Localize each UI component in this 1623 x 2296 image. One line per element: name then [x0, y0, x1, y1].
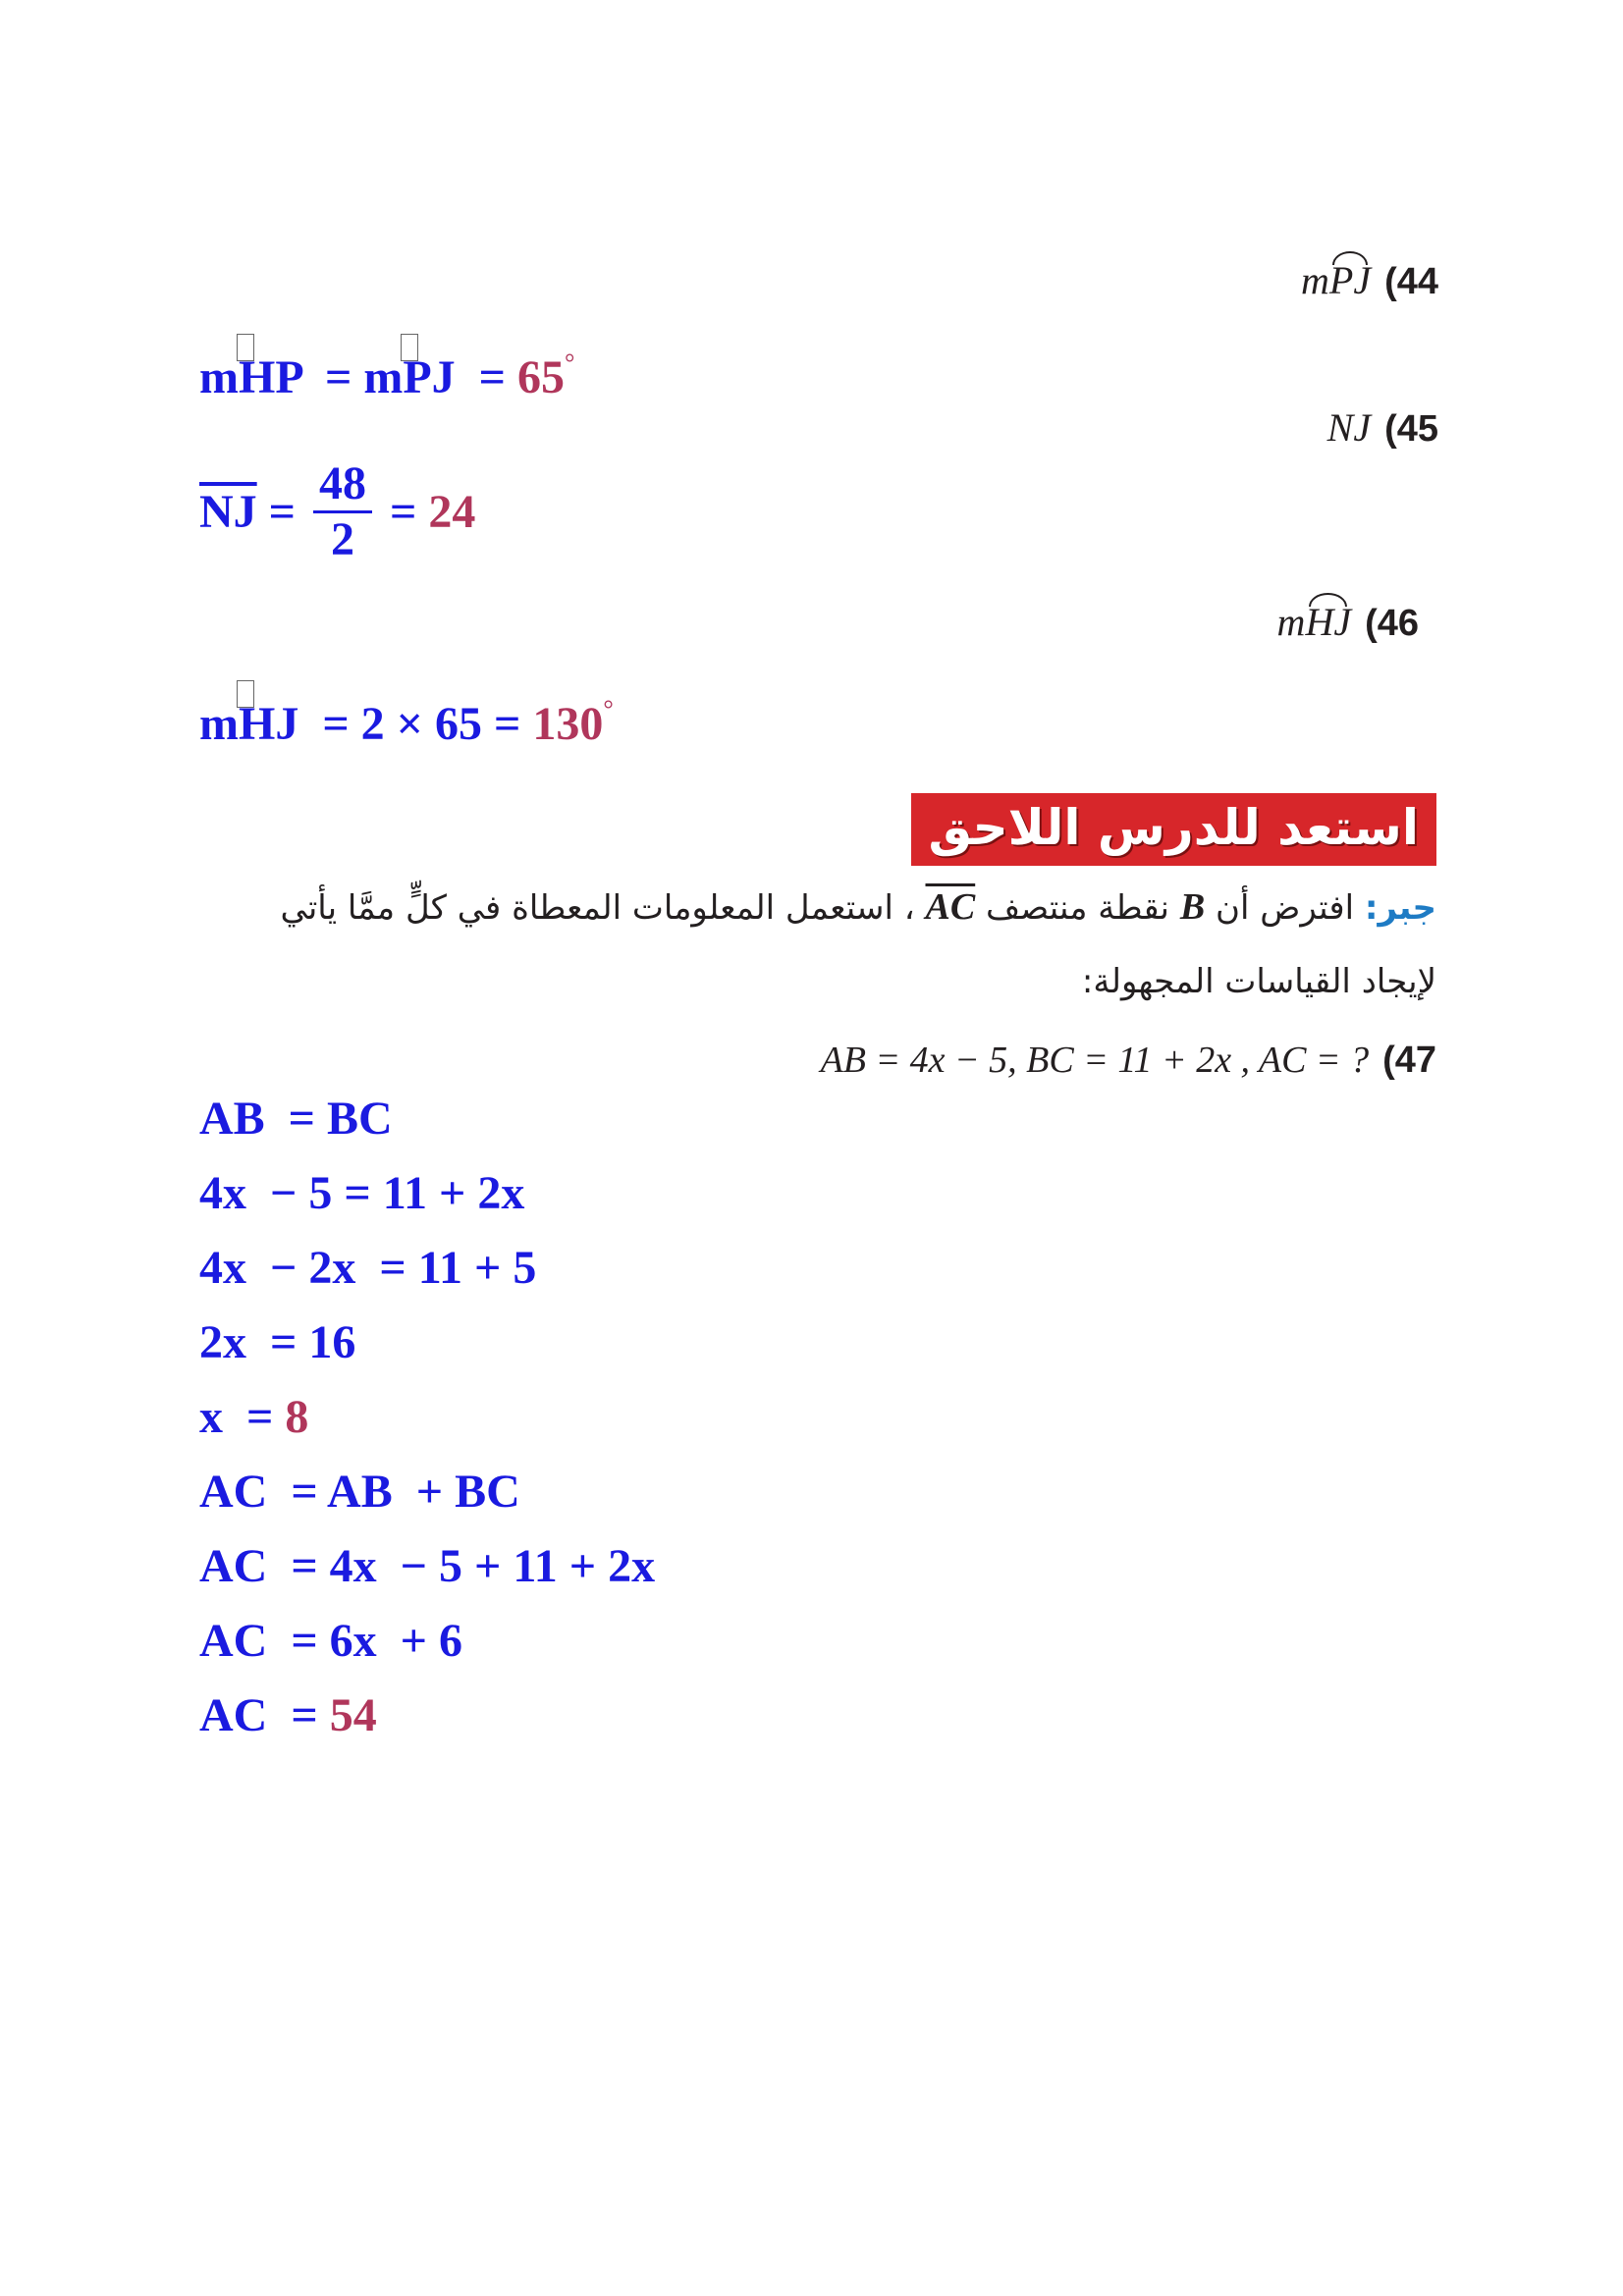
solution-line: AC = 4x − 5 + 11 + 2x [199, 1540, 656, 1592]
instruction-keyword: جبر: [1364, 888, 1436, 928]
solution-line: AB = BC [199, 1093, 393, 1145]
instruction-line-2: لإيجاد القياسات المجهولة: [1081, 962, 1436, 1001]
section-banner: استعد للدرس اللاحق [911, 793, 1436, 866]
question-44-number: (44 [1384, 261, 1438, 302]
question-45-number: (45 [1384, 408, 1438, 450]
solution-44: mHP = mPJ = 65° [199, 336, 574, 404]
question-45-expression: NJ [1326, 405, 1372, 450]
solution-line: x = 8 [199, 1391, 309, 1443]
solution-line: AC = 54 [199, 1689, 377, 1741]
solution-line: AC = 6x + 6 [199, 1615, 463, 1667]
solution-45: $\overline{NJ}$ = $\frac{48}{2}$ = 24 [199, 457, 476, 566]
solution-line: 4x − 5 = 11 + 2x [199, 1167, 525, 1219]
question-45 [1327, 404, 1438, 451]
fraction: $\frac{48}{2}$ [313, 459, 372, 565]
question-46-number: (46 [1365, 603, 1419, 644]
question-46-expression: mHJ [1276, 600, 1352, 644]
instruction-line-1: جبر: افترض أن B نقطة منتصف AC ، استعمل المعلومات المعطاة في كلٍّ ممَّا يأتي [280, 886, 1436, 928]
solution-line: 4x − 2x = 11 + 5 [199, 1242, 537, 1294]
answer-44: 65 [517, 351, 566, 403]
question-46 [1277, 599, 1419, 645]
solution-line: AC = AB + BC [199, 1466, 520, 1518]
placeholder-box [237, 680, 254, 708]
question-47-expression: AB = 4x − 5, BC = 11 + 2x , AC = ? [820, 1040, 1370, 1081]
solution-47 [199, 1092, 655, 1763]
placeholder-box [237, 334, 254, 361]
question-44-expression: mPJ [1301, 258, 1372, 302]
answer-46: 130 [532, 698, 604, 750]
solution-line: 2x = 16 [199, 1316, 356, 1368]
solution-46: mHJ = 2 × 65 = 130° [199, 682, 614, 751]
question-44 [1301, 257, 1438, 303]
question-47-number: (47 [1382, 1040, 1436, 1081]
placeholder-box [401, 334, 418, 361]
answer-47-x: 8 [285, 1391, 309, 1443]
answer-45: 24 [428, 486, 476, 539]
question-47 [821, 1039, 1436, 1082]
answer-47-ac: 54 [329, 1689, 377, 1741]
